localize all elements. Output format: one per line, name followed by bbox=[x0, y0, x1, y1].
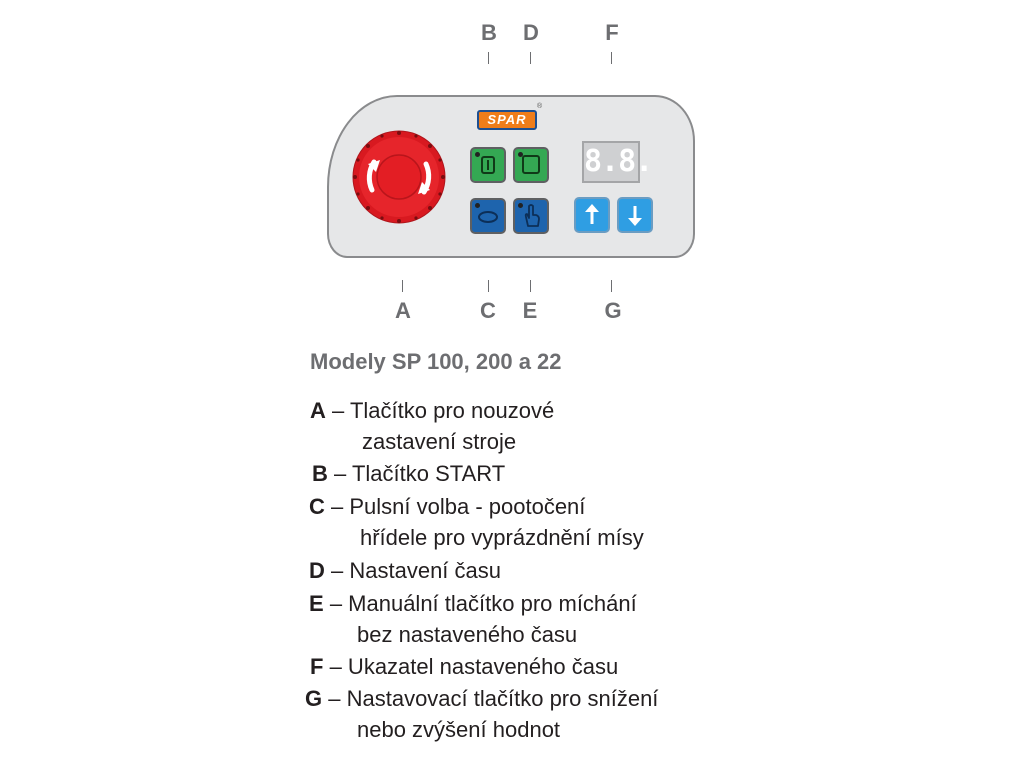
pulse-button[interactable] bbox=[470, 198, 506, 234]
arrow-down-icon bbox=[619, 199, 651, 231]
callout-label-g: G bbox=[604, 298, 622, 323]
legend-key: A bbox=[310, 398, 326, 423]
legend-text: – Manuální tlačítko pro míchání bbox=[329, 591, 637, 616]
legend-item-g-cont bbox=[357, 714, 560, 745]
legend-text: – Tlačítko pro nouzové bbox=[332, 398, 555, 423]
legend-key: B bbox=[312, 461, 328, 486]
callout-label-b: B bbox=[481, 20, 497, 45]
legend-item-g bbox=[305, 683, 658, 714]
manual-mix-button[interactable] bbox=[513, 198, 549, 234]
legend-key: D bbox=[309, 558, 325, 583]
legend-text: – Nastavení času bbox=[331, 558, 501, 583]
time-display: 8.8. bbox=[582, 141, 640, 183]
legend-item-c-cont bbox=[360, 522, 644, 553]
start-button[interactable] bbox=[470, 147, 506, 183]
square-icon bbox=[515, 149, 547, 181]
legend-item-a-cont bbox=[362, 426, 516, 457]
callout-line-a bbox=[402, 280, 403, 292]
legend-key: F bbox=[310, 654, 324, 679]
legend-text: bez nastaveného času bbox=[357, 622, 578, 647]
callout-label-c: C bbox=[480, 298, 496, 323]
legend-text: nebo zvýšení hodnot bbox=[357, 717, 561, 742]
legend-key: G bbox=[305, 686, 323, 711]
models-heading: Modely SP 100, 200 a 22 bbox=[310, 349, 562, 374]
legend-item-e bbox=[309, 588, 637, 619]
decrease-button[interactable] bbox=[617, 197, 653, 233]
callout-line-g bbox=[611, 280, 612, 292]
pulse-ellipse-icon bbox=[472, 200, 504, 232]
hand-pointer-icon bbox=[515, 200, 547, 232]
legend-key: E bbox=[309, 591, 324, 616]
legend-key: C bbox=[309, 494, 325, 519]
legend-item-c bbox=[309, 491, 585, 522]
emergency-stop-button[interactable] bbox=[352, 130, 446, 224]
callout-label-a: A bbox=[395, 298, 411, 323]
callout-label-f: F bbox=[605, 20, 619, 45]
callout-line-e bbox=[530, 280, 531, 292]
legend-text: hřídele pro vyprázdnění mísy bbox=[360, 525, 644, 550]
callout-label-e: E bbox=[522, 298, 538, 323]
callout-line-c bbox=[488, 280, 489, 292]
legend-item-e-cont bbox=[357, 619, 577, 650]
increase-button[interactable] bbox=[574, 197, 610, 233]
legend-text: – Ukazatel nastaveného času bbox=[329, 654, 619, 679]
legend-text: – Tlačítko START bbox=[334, 461, 506, 486]
legend-item-b bbox=[312, 458, 505, 489]
callout-line-b bbox=[488, 52, 489, 64]
callout-line-f bbox=[611, 52, 612, 64]
time-setting-button[interactable] bbox=[513, 147, 549, 183]
legend-item-f bbox=[310, 651, 618, 682]
legend-item-d bbox=[309, 555, 501, 586]
callout-line-d bbox=[530, 52, 531, 64]
legend-item-a bbox=[310, 395, 554, 426]
spar-logo: SPAR bbox=[477, 110, 537, 130]
arrow-up-icon bbox=[576, 199, 608, 231]
legend-text: – Nastavovací tlačítko pro snížení bbox=[328, 686, 659, 711]
legend-text: – Pulsní volba - pootočení bbox=[331, 494, 586, 519]
registered-mark: ® bbox=[537, 103, 543, 110]
callout-label-d: D bbox=[523, 20, 539, 45]
start-icon bbox=[472, 149, 504, 181]
legend-text: zastavení stroje bbox=[362, 429, 517, 454]
